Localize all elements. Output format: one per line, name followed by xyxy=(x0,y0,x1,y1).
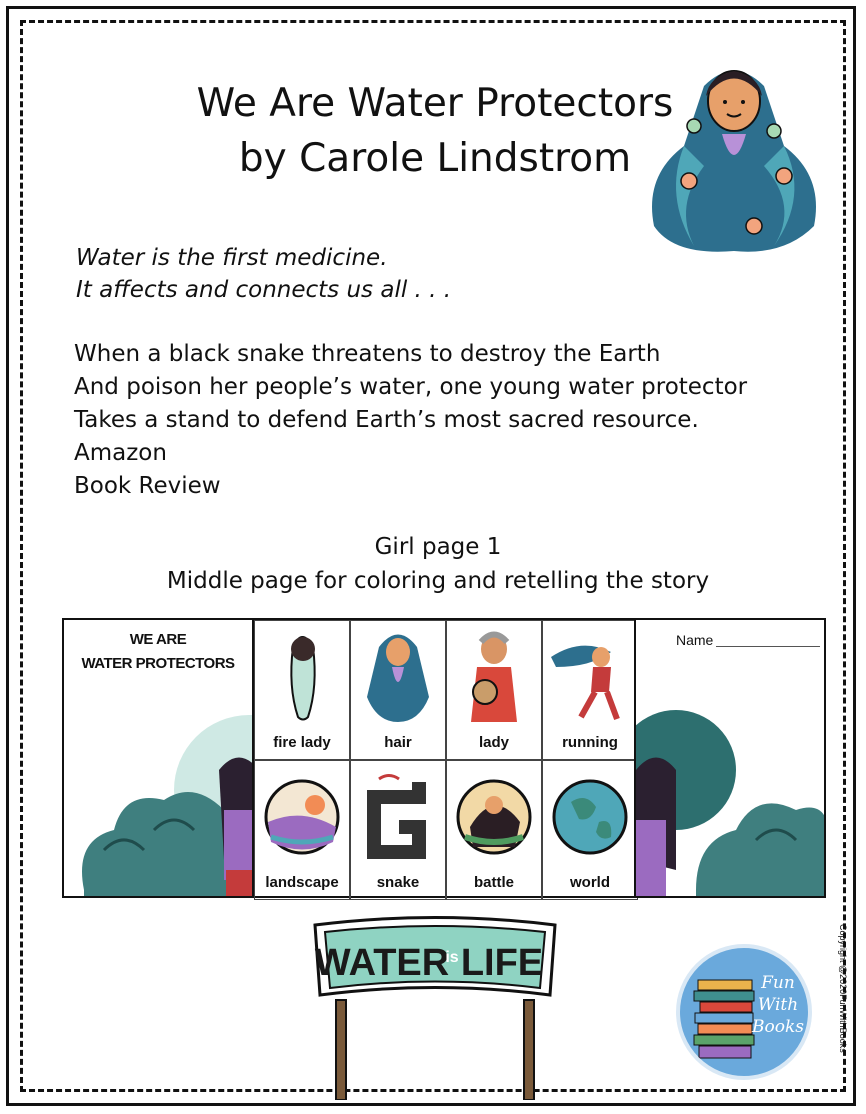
book-stack-icon xyxy=(692,978,758,1062)
strip-title-line-2: WATER PROTECTORS xyxy=(81,655,235,672)
grid-cell xyxy=(446,760,542,900)
water-protector-girl-illustration xyxy=(634,56,834,256)
grid-cell xyxy=(542,760,638,900)
grid-cell xyxy=(350,760,446,900)
review-line-2: And poison her people’s water, one young water protector xyxy=(74,374,748,400)
strip-right-panel xyxy=(634,618,826,898)
hair-icon xyxy=(359,627,437,727)
review-line-1: When a black snake threatens to destroy the Earth xyxy=(74,341,661,367)
subheading-line-1: Girl page 1 xyxy=(374,534,502,560)
cell-label: battle xyxy=(473,874,514,891)
cell-label: running xyxy=(562,734,618,751)
grid-cell xyxy=(254,760,350,900)
quote-line-1: Water is the first medicine. xyxy=(76,245,388,271)
landscape-icon xyxy=(263,767,341,867)
logo-line-1: Fun xyxy=(761,973,795,993)
sign-word-is: is xyxy=(445,949,459,966)
book-review xyxy=(74,338,794,503)
subheading-line-2: Middle page for coloring and retelling the story xyxy=(166,568,710,594)
page-subheading xyxy=(120,530,756,598)
grid-cell xyxy=(350,620,446,760)
fun-with-books-logo xyxy=(676,944,812,1080)
story-picture-grid xyxy=(252,618,636,898)
name-line xyxy=(716,646,820,647)
running-icon xyxy=(551,627,629,727)
cell-label: landscape xyxy=(265,874,339,891)
strip-left-panel xyxy=(62,618,254,898)
strip-title xyxy=(70,628,246,676)
sign-word-life: LIFE xyxy=(460,942,544,984)
sign-word-water: WATER xyxy=(314,942,450,984)
cell-label: fire lady xyxy=(273,734,331,751)
coloring-page-preview xyxy=(62,618,826,898)
cell-label: snake xyxy=(376,874,420,891)
girl-with-clouds-right-illustration xyxy=(636,690,826,898)
review-line-3: Takes a stand to defend Earth’s most sacred resource. Amazon xyxy=(74,407,699,466)
fire-lady-icon xyxy=(263,627,341,727)
water-is-life-sign xyxy=(310,910,560,1100)
book-quote xyxy=(76,242,451,306)
grid-cell xyxy=(542,620,638,760)
logo-text xyxy=(750,972,806,1038)
snake-icon xyxy=(359,767,437,867)
quote-line-2: It affects and connects us all . . . xyxy=(76,277,452,303)
battle-icon xyxy=(455,767,533,867)
world-icon xyxy=(551,767,629,867)
girl-with-clouds-left-illustration xyxy=(64,690,254,898)
review-line-4: Book Review xyxy=(74,473,221,499)
logo-line-2: With xyxy=(757,995,799,1015)
title-line-1: We Are Water Protectors xyxy=(196,81,674,126)
logo-line-3: Books xyxy=(752,1017,804,1037)
cell-label: hair xyxy=(384,734,412,751)
cell-label: world xyxy=(570,874,610,891)
strip-title-line-1: WE ARE xyxy=(129,631,187,648)
cell-label: lady xyxy=(478,734,509,751)
lady-icon xyxy=(455,627,533,727)
grid-cell xyxy=(254,620,350,760)
grid-cell xyxy=(446,620,542,760)
name-label: Name xyxy=(676,632,714,648)
copyright-text: Copyright @2020FunWithBooks xyxy=(838,924,848,1053)
title-line-2: by Carole Lindstrom xyxy=(238,136,632,181)
